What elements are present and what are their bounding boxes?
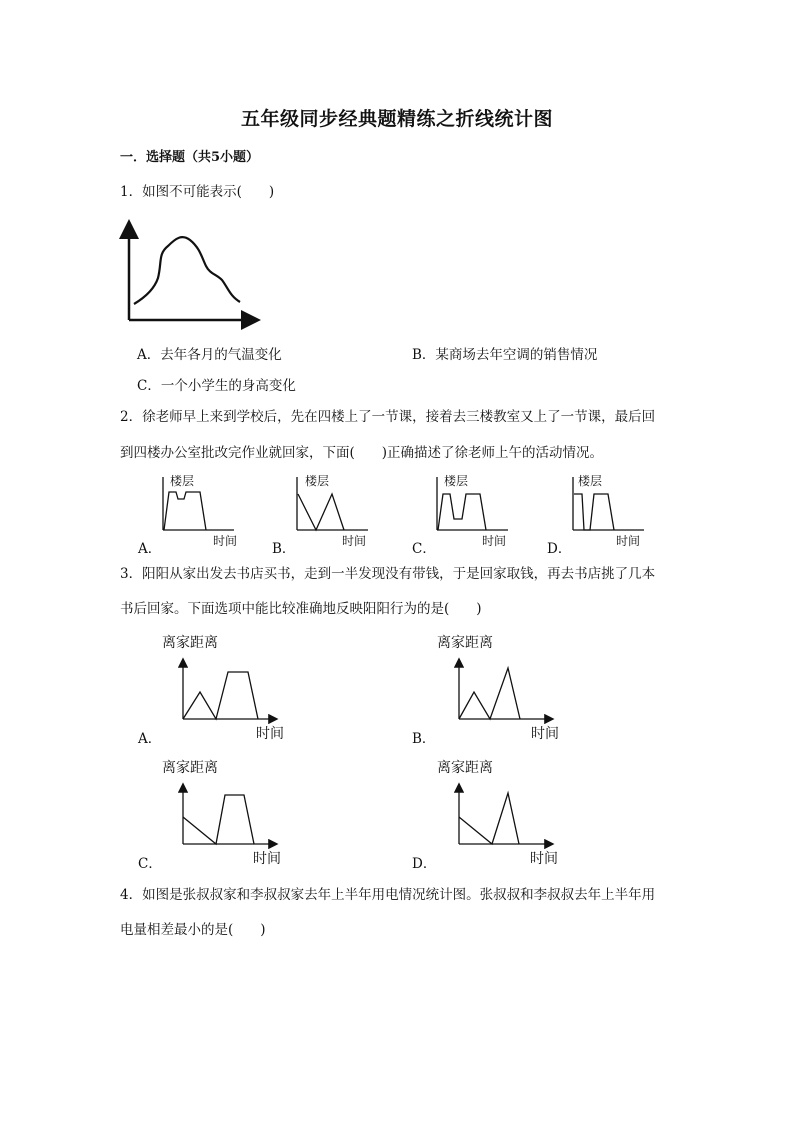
q3-d-y-label: 离家距离 [437,760,493,776]
q2-b-graph [294,474,374,534]
q3-c-x-label: 时间 [253,851,281,867]
q1-curve [134,237,240,304]
q2-d-y-label: 楼层 [578,474,603,488]
q3-d-graph [454,777,564,849]
q4-stem-line2: 电量相差最小的是( ) [120,922,266,938]
q2-a-y-label: 楼层 [170,474,195,488]
q1-option-a[interactable]: A．去年各月的气温变化 [137,347,282,363]
q1-option-c[interactable]: C．一个小学生的身高变化 [137,378,296,394]
q2-c-y-label: 楼层 [444,474,469,488]
q1-stem: 1．如图不可能表示( ) [120,184,275,200]
q2-stem-line1: 2．徐老师早上来到学校后，先在四楼上了一节课，接着去三楼教室又上了一节课，最后回 [120,409,656,425]
q2-a-graph [160,474,240,534]
q2-b-x-label: 时间 [342,534,367,548]
q2-d-x-label: 时间 [616,534,641,548]
page-title: 五年级同步经典题精练之折线统计图 [240,108,553,130]
q1-figure [120,218,265,328]
q3-option-d-label[interactable]: D． [412,856,437,872]
q2-option-b-label[interactable]: B． [272,541,296,557]
q2-a-x-label: 时间 [213,534,238,548]
q3-b-graph [454,652,564,724]
q2-option-c-label[interactable]: C． [412,541,436,557]
q3-stem-line1: 3．阳阳从家出发去书店买书，走到一半发现没有带钱，于是回家取钱，再去书店挑了几本 [120,566,656,582]
q3-c-y-label: 离家距离 [162,760,218,776]
q3-a-x-label: 时间 [256,726,284,742]
q3-stem-line2: 书后回家。下面选项中能比较准确地反映阳阳行为的是( ) [120,601,482,617]
q3-option-c-label[interactable]: C． [138,856,162,872]
q1-option-b[interactable]: B．某商场去年空调的销售情况 [412,347,598,363]
q3-b-x-label: 时间 [531,726,559,742]
section-heading: 一．选择题（共5小题） [120,150,260,165]
q3-d-x-label: 时间 [530,851,558,867]
q2-c-x-label: 时间 [482,534,507,548]
q3-option-b-label[interactable]: B． [412,731,436,747]
q2-option-d-label[interactable]: D． [547,541,572,557]
q3-a-y-label: 离家距离 [162,635,218,651]
q2-c-graph [434,474,514,534]
q3-option-a-label[interactable]: A． [138,731,162,747]
q2-d-graph [570,474,650,534]
q3-b-y-label: 离家距离 [437,635,493,651]
q2-b-y-label: 楼层 [305,474,330,488]
q4-stem-line1: 4．如图是张叔叔家和李叔叔家去年上半年用电情况统计图。张叔叔和李叔叔去年上半年用 [120,887,656,903]
q3-c-graph [178,777,288,849]
q3-a-graph [178,652,288,724]
q2-stem-line2: 到四楼办公室批改完作业就回家，下面( )正确描述了徐老师上午的活动情况。 [120,445,604,461]
q2-option-a-label[interactable]: A． [138,541,162,557]
